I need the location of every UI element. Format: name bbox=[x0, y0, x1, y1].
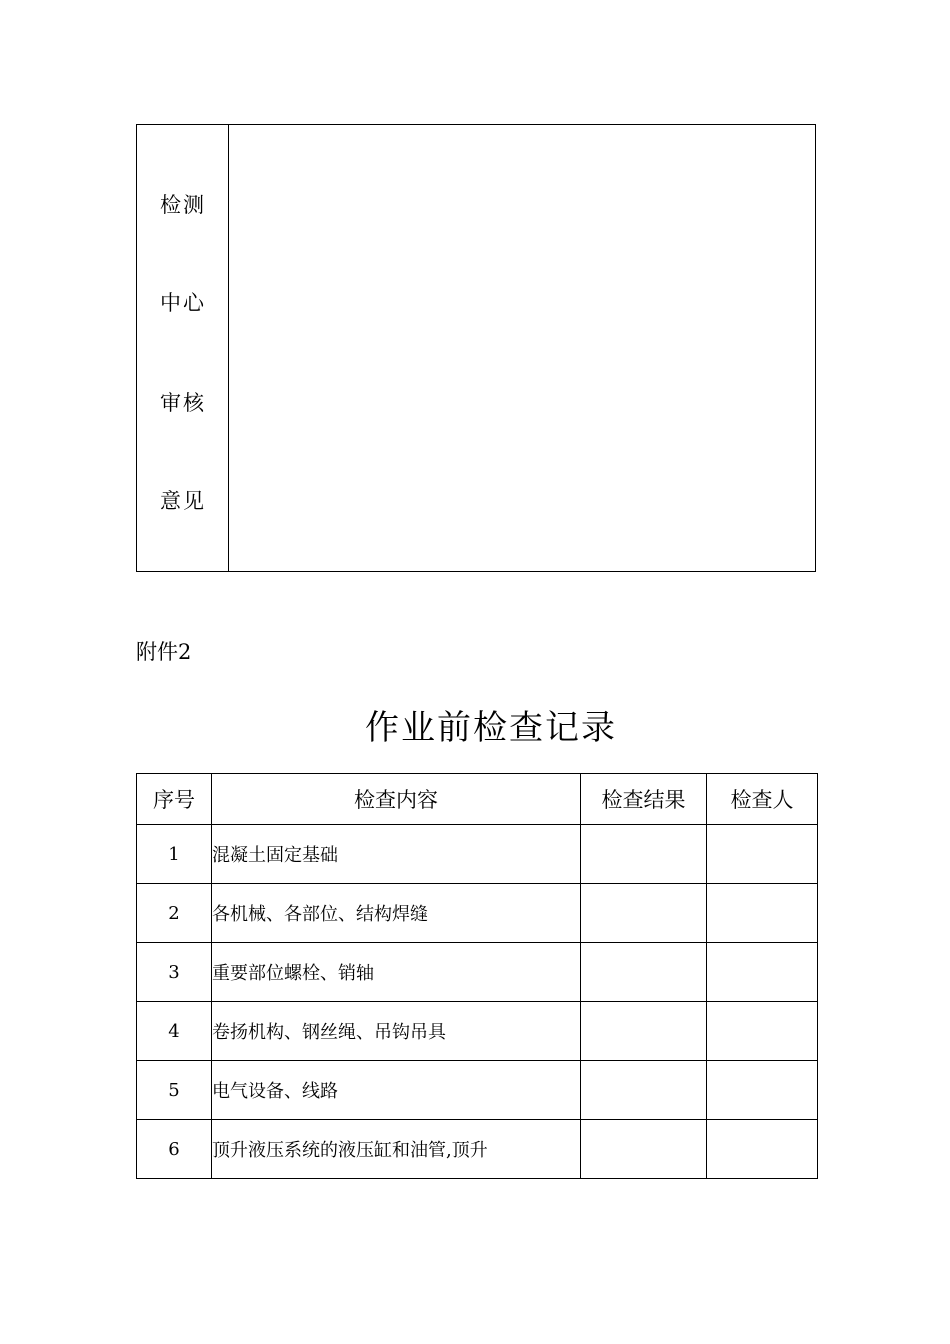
row-inspector-cell[interactable] bbox=[707, 1120, 818, 1179]
row-result-cell[interactable] bbox=[581, 943, 707, 1002]
table-row bbox=[137, 825, 818, 884]
row-no: 2 bbox=[137, 884, 212, 943]
row-result-cell[interactable] bbox=[581, 884, 707, 943]
review-label-line-1: 检测 bbox=[160, 193, 206, 217]
row-item: 卷扬机构、钢丝绳、吊钩吊具 bbox=[212, 1002, 581, 1061]
table-row bbox=[137, 1002, 818, 1061]
row-item: 各机械、各部位、结构焊缝 bbox=[212, 884, 581, 943]
row-no: 6 bbox=[137, 1120, 212, 1179]
table-header-row bbox=[137, 774, 818, 825]
review-label-line-2: 中心 bbox=[160, 291, 206, 315]
row-result-cell[interactable] bbox=[581, 1061, 707, 1120]
inspection-table bbox=[136, 773, 818, 1179]
review-label-line-3: 审核 bbox=[160, 391, 206, 415]
row-result-cell[interactable] bbox=[581, 825, 707, 884]
row-no: 1 bbox=[137, 825, 212, 884]
row-item: 混凝土固定基础 bbox=[212, 825, 581, 884]
table-row bbox=[137, 943, 818, 1002]
row-item: 重要部位螺栓、销轴 bbox=[212, 943, 581, 1002]
attachment-label: 附件2 bbox=[136, 640, 192, 664]
table-row bbox=[137, 1061, 818, 1120]
row-result-cell[interactable] bbox=[581, 1120, 707, 1179]
row-no: 3 bbox=[137, 943, 212, 1002]
review-label-cell bbox=[137, 125, 229, 571]
review-label-line-4: 意见 bbox=[160, 489, 206, 513]
table-row bbox=[137, 884, 818, 943]
header-result: 检查结果 bbox=[581, 774, 707, 825]
review-content-cell[interactable] bbox=[229, 125, 815, 571]
row-item: 电气设备、线路 bbox=[212, 1061, 581, 1120]
row-no: 4 bbox=[137, 1002, 212, 1061]
row-inspector-cell[interactable] bbox=[707, 1061, 818, 1120]
review-opinion-box bbox=[136, 124, 816, 572]
row-inspector-cell[interactable] bbox=[707, 1002, 818, 1061]
table-row bbox=[137, 1120, 818, 1179]
row-item: 顶升液压系统的液压缸和油管,顶升 bbox=[212, 1120, 581, 1179]
header-inspector: 检查人 bbox=[707, 774, 818, 825]
row-inspector-cell[interactable] bbox=[707, 825, 818, 884]
row-result-cell[interactable] bbox=[581, 1002, 707, 1061]
header-item: 检查内容 bbox=[212, 774, 581, 825]
row-no: 5 bbox=[137, 1061, 212, 1120]
row-inspector-cell[interactable] bbox=[707, 884, 818, 943]
row-inspector-cell[interactable] bbox=[707, 943, 818, 1002]
header-no: 序号 bbox=[137, 774, 212, 825]
document-title: 作业前检查记录 bbox=[365, 708, 617, 748]
